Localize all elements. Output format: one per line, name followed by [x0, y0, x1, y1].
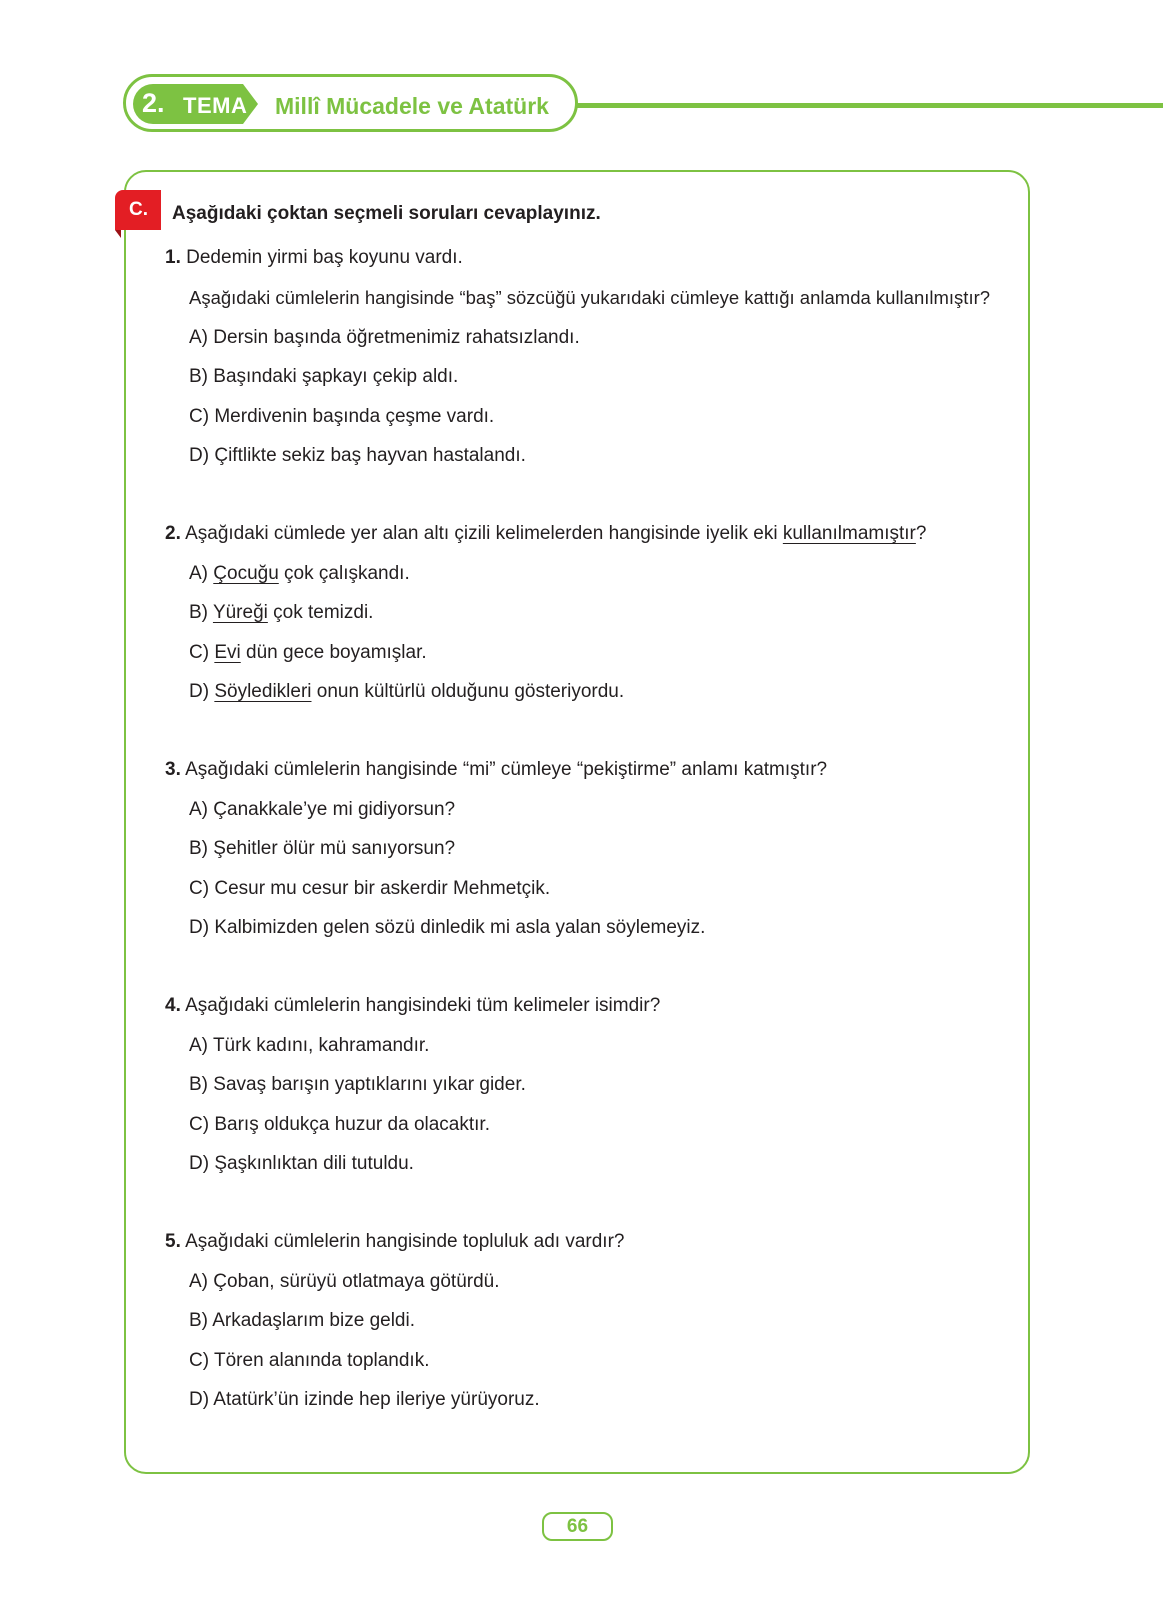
- option-c[interactable]: [189, 878, 550, 900]
- option-text: Atatürk’ün izinde hep ileriye yürüyoruz.: [213, 1389, 540, 1410]
- section-tag: C.: [115, 190, 161, 230]
- theme-number: 2.: [142, 88, 165, 118]
- option-letter: C): [189, 406, 210, 427]
- option-d[interactable]: [189, 917, 705, 939]
- option-text: Şehitler ölür mü sanıyorsun?: [213, 838, 456, 859]
- question-number: 4.: [165, 995, 181, 1016]
- option-letter: A): [189, 563, 208, 584]
- option-text: Çoban, sürüyü otlatmaya götürdü.: [213, 1271, 500, 1292]
- option-underlined: Çocuğu: [213, 563, 279, 584]
- page-number: 66: [542, 1512, 613, 1541]
- option-letter: D): [189, 681, 210, 702]
- option-text: Kalbimizden gelen sözü dinledik mi asla yalan söylemeyiz.: [214, 917, 706, 938]
- question-number: 1.: [165, 247, 181, 268]
- page-header: [0, 0, 1163, 150]
- question-text: Dedemin yirmi baş koyunu vardı.: [186, 247, 463, 268]
- option-a[interactable]: [189, 327, 580, 349]
- question-number: 2.: [165, 523, 181, 544]
- option-letter: A): [189, 1035, 208, 1056]
- option-letter: A): [189, 1271, 208, 1292]
- option-text: Merdivenin başında çeşme vardı.: [214, 406, 495, 427]
- option-text: Dersin başında öğretmenimiz rahatsızlandı.: [213, 327, 580, 348]
- question-underlined-word: kullanılmamıştır: [782, 523, 916, 544]
- option-letter: C): [189, 642, 210, 663]
- option-letter: D): [189, 1153, 210, 1174]
- option-letter: B): [189, 602, 208, 623]
- question-4: [165, 995, 660, 1017]
- option-text: çok temizdi.: [267, 602, 374, 623]
- option-b[interactable]: [189, 366, 458, 388]
- section-tag-fold: [115, 230, 121, 238]
- option-c[interactable]: [189, 1114, 490, 1136]
- option-text: Tören alanında toplandık.: [214, 1350, 430, 1371]
- question-text-end: ?: [915, 523, 927, 544]
- option-text: Türk kadını, kahramandır.: [212, 1035, 430, 1056]
- option-text: Arkadaşlarım bize geldi.: [212, 1310, 415, 1331]
- question-1-prompt: Aşağıdaki cümlelerin hangisinde “baş” sözcüğü yukarıdaki cümleye kattığı anlamda kullanılmıştır?: [189, 287, 991, 308]
- option-text: Barış oldukça huzur da olacaktır.: [214, 1114, 490, 1135]
- option-b[interactable]: [189, 838, 455, 860]
- option-c[interactable]: [189, 642, 427, 664]
- option-text: dün gece boyamışlar.: [240, 642, 427, 663]
- question-2: [165, 523, 926, 545]
- option-text: Şaşkınlıktan dili tutuldu.: [214, 1153, 414, 1174]
- question-3: [165, 759, 827, 781]
- option-text: Başındaki şapkayı çekip aldı.: [213, 366, 459, 387]
- option-a[interactable]: [189, 563, 410, 585]
- option-letter: B): [189, 1310, 208, 1331]
- option-b[interactable]: [189, 602, 373, 624]
- option-letter: D): [189, 917, 210, 938]
- option-d[interactable]: [189, 1389, 540, 1411]
- question-text: Aşağıdaki cümlelerin hangisindeki tüm kelimeler isimdir?: [185, 995, 661, 1016]
- theme-title: Millî Mücadele ve Atatürk: [275, 93, 549, 119]
- question-number: 5.: [165, 1231, 181, 1252]
- option-letter: C): [189, 1350, 210, 1371]
- option-text: çok çalışkandı.: [278, 563, 410, 584]
- option-text: Çanakkale’ye mi gidiyorsun?: [213, 799, 456, 820]
- option-text: Çiftlikte sekiz baş hayvan hastalandı.: [214, 445, 526, 466]
- section-instruction: Aşağıdaki çoktan seçmeli soruları cevaplayınız.: [172, 203, 601, 224]
- option-letter: B): [189, 838, 208, 859]
- option-letter: D): [189, 1389, 210, 1410]
- option-b[interactable]: [189, 1310, 415, 1332]
- option-d[interactable]: [189, 1153, 414, 1175]
- option-letter: C): [189, 878, 210, 899]
- option-letter: A): [189, 799, 208, 820]
- option-d[interactable]: [189, 681, 624, 703]
- theme-word: TEMA: [183, 93, 248, 118]
- option-text: Cesur mu cesur bir askerdir Mehmetçik.: [214, 878, 551, 899]
- option-c[interactable]: [189, 1350, 430, 1372]
- question-5: [165, 1231, 624, 1253]
- option-a[interactable]: [189, 799, 455, 821]
- question-1: [165, 247, 463, 269]
- question-number: 3.: [165, 759, 181, 780]
- option-a[interactable]: [189, 1035, 429, 1057]
- option-a[interactable]: [189, 1271, 500, 1293]
- header-rule: [560, 103, 1163, 108]
- option-text: onun kültürlü olduğunu gösteriyordu.: [311, 681, 625, 702]
- question-text: Aşağıdaki cümlede yer alan altı çizili kelimelerden hangisinde iyelik eki: [185, 523, 783, 544]
- option-c[interactable]: [189, 406, 494, 428]
- option-letter: B): [189, 1074, 208, 1095]
- option-letter: C): [189, 1114, 210, 1135]
- option-letter: B): [189, 366, 208, 387]
- option-b[interactable]: [189, 1074, 526, 1096]
- option-underlined: Yüreği: [212, 602, 268, 623]
- option-underlined: Söyledikleri: [214, 681, 312, 702]
- question-text: Aşağıdaki cümlelerin hangisinde “mi” cümleye “pekiştirme” anlamı katmıştır?: [185, 759, 828, 780]
- option-underlined: Evi: [214, 642, 241, 663]
- option-letter: D): [189, 445, 210, 466]
- option-d[interactable]: [189, 445, 526, 467]
- option-letter: A): [189, 327, 208, 348]
- question-text: Aşağıdaki cümlelerin hangisinde topluluk adı vardır?: [185, 1231, 625, 1252]
- option-text: Savaş barışın yaptıklarını yıkar gider.: [213, 1074, 526, 1095]
